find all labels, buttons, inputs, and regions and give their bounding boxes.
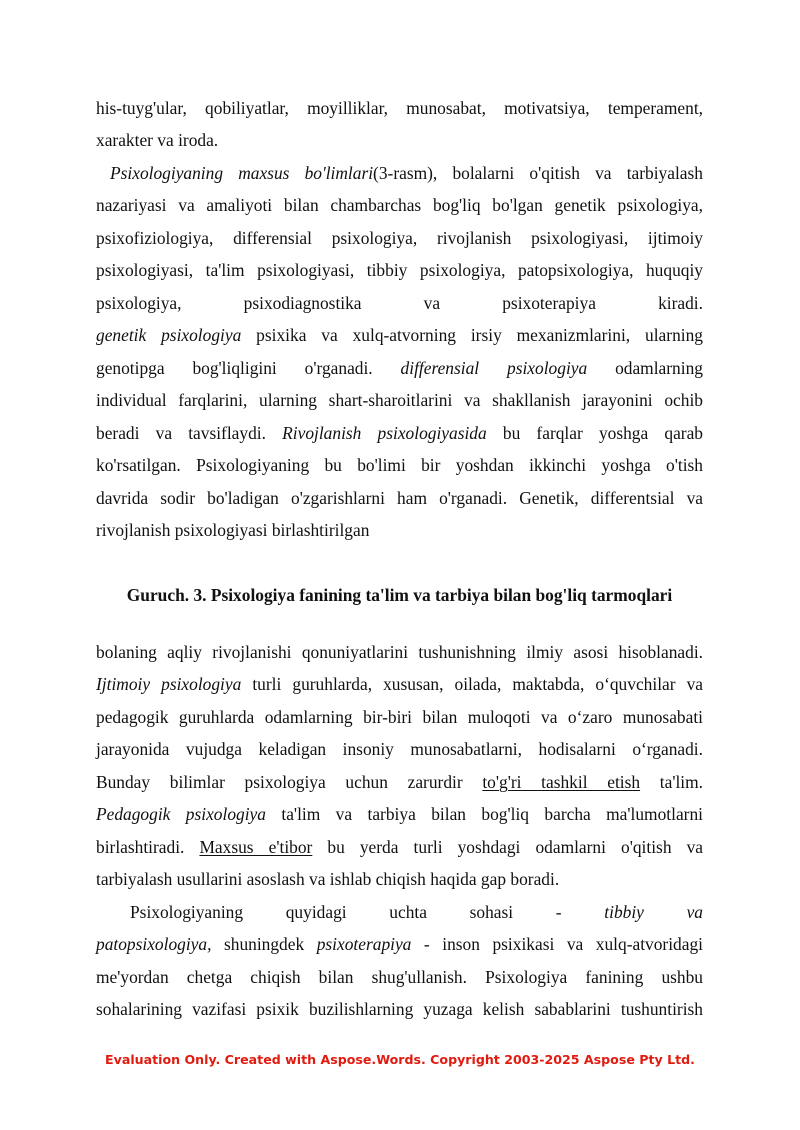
text-line [96, 868, 703, 890]
text-segment: nazariyasi va amaliyoti bilan chambarchas bog'liq bo'lgan genetik psixologiya, [96, 195, 703, 215]
text-line [96, 673, 703, 695]
text-segment: odamlarning [587, 358, 703, 378]
text-line [96, 966, 703, 988]
text-line [96, 641, 703, 663]
text-line [96, 129, 703, 151]
text-line [130, 901, 703, 923]
text-line [96, 738, 703, 760]
text-segment: turli guruhlarda, xususan, oilada, maktabda, o‘quvchilar va [241, 674, 703, 694]
text-segment: individual farqlarini, ularning shart-sharoitlarini va shakllanish jarayonini ochib [96, 390, 703, 410]
text-line [96, 836, 703, 858]
italic-term: differensial psixologiya [400, 358, 588, 378]
text-segment: beradi va tavsiflaydi. [96, 423, 283, 443]
italic-term: tibbiy va [604, 902, 703, 922]
text-segment: tarbiyalash usullarini asoslash va ishlab chiqish haqida gap boradi. [96, 869, 560, 889]
text-line [96, 998, 703, 1020]
italic-term: Rivojlanish psixologiyasida [282, 423, 487, 443]
text-segment: bolaning aqliy rivojlanishi qonuniyatlarini tushunishning ilmiy asosi hisoblanadi. [96, 642, 703, 662]
text-segment: psixika va xulq-atvorning irsiy mexanizmlarini, ularning [241, 325, 703, 345]
text-line [96, 454, 703, 476]
figure-caption: Guruch. 3. Psixologiya fanining ta'lim va tarbiya bilan bog'liq tarmoqlari [126, 585, 673, 605]
text-line [96, 357, 703, 379]
text-line [96, 292, 703, 314]
text-segment: shuningdek [211, 934, 317, 954]
italic-term: Pedagogik psixologiya [96, 804, 266, 824]
text-segment: xarakter va iroda. [96, 130, 219, 150]
italic-term: genetik psixologiya [96, 325, 242, 345]
text-line [96, 519, 703, 541]
text-line [96, 259, 703, 281]
italic-term: psixoterapiya [316, 934, 412, 954]
text-segment: rivojlanish psixologiyasi birlashtirilgan [96, 520, 370, 540]
text-segment: (3-rasm), bolalarni o'qitish va tarbiyalash [373, 163, 703, 183]
text-segment: Bunday bilimlar psixologiya uchun zarurdir [96, 772, 483, 792]
text-segment: his-tuyg'ular, qobiliyatlar, moyilliklar, munosabat, motivatsiya, temperament, [96, 98, 703, 118]
underlined-text: Maxsus e'tibor [199, 837, 313, 857]
text-line [96, 389, 703, 411]
text-line [96, 422, 703, 444]
text-segment: genotipga bog'liqligini o'rganadi. [96, 358, 401, 378]
text-segment: ta'lim. [640, 772, 703, 792]
text-segment: davrida sodir bo'ladigan o'zgarishlarni ham o'rganadi. Genetik, differentsial va [96, 488, 703, 508]
text-segment: Psixologiyaning quyidagi uchta sohasi - [130, 902, 605, 922]
text-line [110, 162, 703, 184]
text-segment: ko'rsatilgan. Psixologiyaning bu bo'limi bir yoshdan ikkinchi yoshga o'tish [96, 455, 703, 475]
evaluation-watermark-footer: Evaluation Only. Created with Aspose.Words. Copyright 2003-2025 Aspose Pty Ltd. [105, 1052, 695, 1067]
text-line [96, 97, 703, 119]
text-segment: sohalarining vazifasi psixik buzilishlarning yuzaga kelish sabablarini tushuntirish [96, 999, 703, 1019]
text-segment: ta'lim va tarbiya bilan bog'liq barcha ma'lumotlarni [265, 804, 703, 824]
italic-term: Psixologiyaning maxsus bo'limlari [110, 163, 374, 183]
text-line [96, 194, 703, 216]
text-segment: bu farqlar yoshga qarab [486, 423, 703, 443]
text-segment: bu yerda turli yoshdagi odamlarni o'qitish va [312, 837, 703, 857]
italic-term: patopsixologiya, [96, 934, 212, 954]
italic-term: Ijtimoiy psixologiya [96, 674, 242, 694]
text-segment: jarayonida vujudga keladigan insoniy munosabatlarni, hodisalarni o‘rganadi. [96, 739, 703, 759]
text-segment: psixologiyasi, ta'lim psixologiyasi, tibbiy psixologiya, patopsixologiya, huquqiy [96, 260, 703, 280]
text-segment: birlashtiradi. [96, 837, 200, 857]
text-segment: psixologiya, psixodiagnostika va psixoterapiya kiradi. [96, 293, 703, 313]
text-line [96, 227, 703, 249]
underlined-text: to'g'ri tashkil etish [482, 772, 641, 792]
text-line [96, 487, 703, 509]
text-line [96, 803, 703, 825]
text-segment: pedagogik guruhlarda odamlarning bir-biri bilan muloqoti va o‘zaro munosabati [96, 707, 703, 727]
text-line [96, 771, 703, 793]
text-segment: - inson psixikasi va xulq-atvoridagi [411, 934, 703, 954]
text-line [96, 324, 703, 346]
text-line [96, 933, 703, 955]
text-line [96, 706, 703, 728]
text-segment: psixofiziologiya, differensial psixologiya, rivojlanish psixologiyasi, ijtimoiy [96, 228, 703, 248]
text-segment: me'yordan chetga chiqish bilan shug'ullanish. Psixologiya fanining ushbu [96, 967, 703, 987]
